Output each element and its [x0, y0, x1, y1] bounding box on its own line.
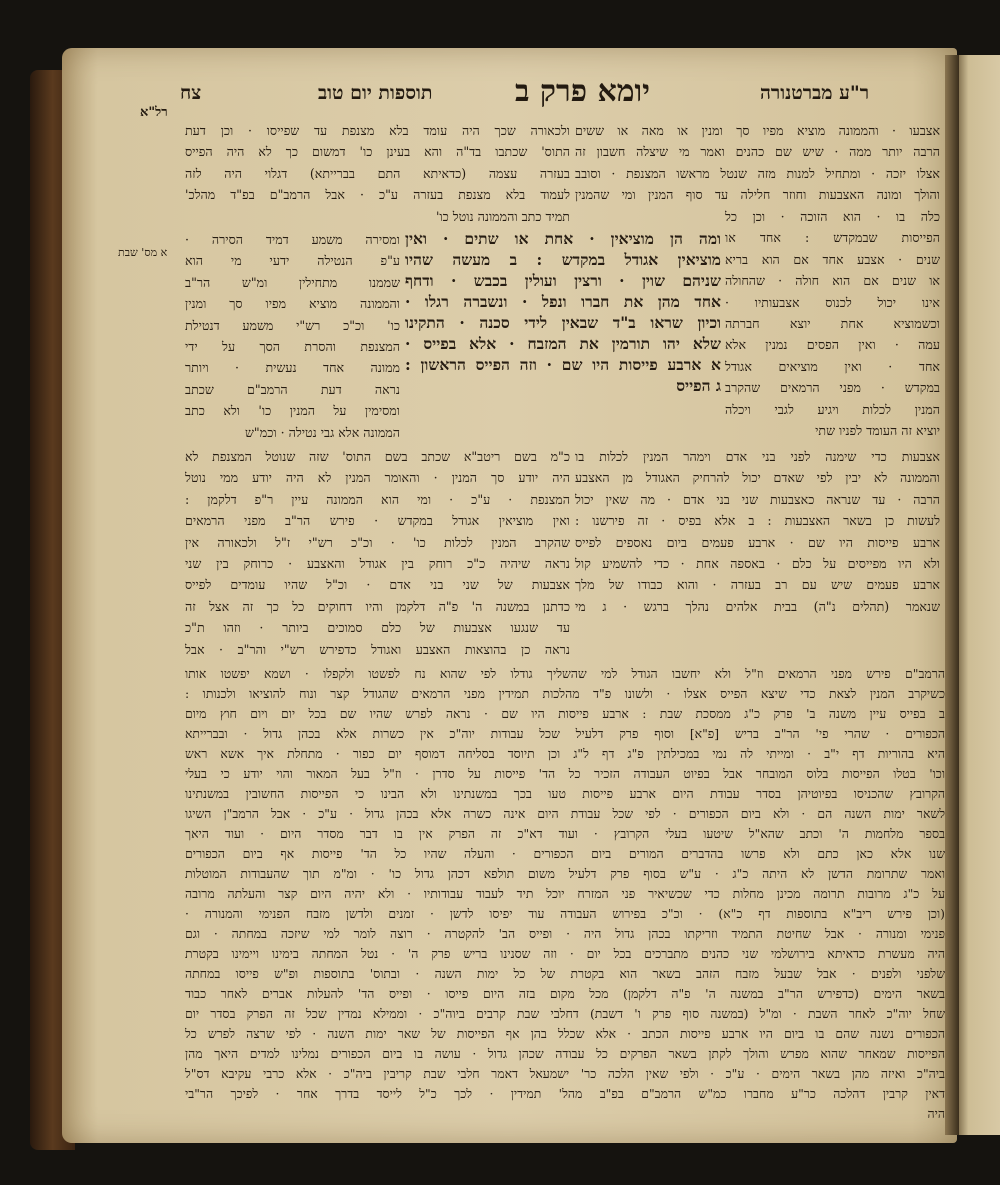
text-line: שממנו מתחילין ומ"ש הר"ב — [185, 274, 400, 290]
text-line: יוציא זה העומד לפניו שתי — [815, 422, 940, 438]
text-line: וכיון שראו ב"ד שבאין לידי סכנה · התקינו — [405, 313, 721, 332]
tosafot-yom-tov-continued — [185, 664, 945, 1124]
text-line: ואמר שתרומת הדשן לא היתה כ"ג · ע"ש בסוף פרק דלעיל משום תולפא דכהן גדול כו' · ומ"מ תוך שהעבודות המוטלות — [185, 866, 945, 881]
text-line: הממונה אלא גבי נטילה · וכמ"ש — [245, 424, 400, 440]
text-line: אחד מהן את חברו ונפל · ונשברה רגלו · — [405, 292, 721, 311]
text-line: כו' וכ"כ רש"י משמע דנטילת — [185, 317, 400, 333]
text-line: אצלו יזכה · ומתחיל למנות מזה שנטל מראשו המצנפת · וסובב — [575, 165, 940, 181]
text-line: שלפני ולפנים · אבל שבעל מזבח הזהב בשאר הוא בקטרת של כל ימות השנה · ובתוס' בתוספות ופ"ש פייסו במחתה — [185, 966, 945, 981]
text-line: נראה דעת הרמב"ם שכתב — [185, 381, 400, 397]
signature-mark: רל"א — [140, 105, 168, 120]
bartenura-narrow — [725, 206, 940, 441]
text-line: ומסירה משמע דמיד הסירה · — [185, 232, 400, 247]
text-line: הרבה יותר ממה · שיש שם כהנים ואמר מי שיצלה חשבון זה — [575, 144, 940, 160]
text-line: והולך ומונה האצבעות וחוזר חלילה עד סוף המנין ומי שהמנין — [575, 187, 940, 203]
text-line: הקרובץ שהכניסו בפיוטיהן בסדר עבודת היום ארבע פייסות טעו בכך במשנתינו ולא הבינו כי הפייסות החשובין במשנתינו — [185, 786, 945, 801]
text-line: אצבעו · והממונה מוציא מפיו סך ומנין או מאה או ששים — [575, 123, 940, 138]
text-line: שנים · אצבע אחד אם הוא בריא — [725, 251, 940, 267]
text-line: אינו יכול לכנוס אצבעותיו · — [725, 294, 940, 310]
text-line: היה מעשרת כדאיתא בירושלמי שני כהנים מתברכים בכל יום · וזה שסנינו בריש פרק ה' · נטל המחתה בימינו ויימינו בקטרת — [185, 946, 945, 961]
page-gutter — [945, 55, 959, 1135]
margin-note: א מס' שבת — [118, 246, 168, 259]
mishnah-text — [405, 228, 721, 396]
text-line: המצנפת והסרת הסך על ידי — [185, 338, 400, 354]
header-left-title: תוספות יום טוב — [318, 82, 433, 104]
text-line: ארבע פעמים שיש עם רב בעזרה · והוא כבודו של מלך — [575, 577, 940, 593]
header-right-title: ר"ע מברטנורה — [760, 82, 870, 104]
text-line: תמיד כתב והממונה נוטל כו' — [435, 208, 570, 224]
text-line: שנו אלא כאן כתם ולא פרשו בהדברים המורים ביום הכפורים · והעלה שהיו כל הד' פייסות אף ביום הכפורים — [185, 846, 945, 861]
text-line: היה יודע סך המנין · והאומר המנין לא היה יודע ממי נוטל — [185, 470, 570, 486]
text-line: ג הפייס — [676, 376, 721, 395]
text-line: עד שנגעו אצבעות של כלם סמוכים ביותר · וזהו ת"כ — [185, 620, 570, 636]
text-line: היא בהוריות דף י"ב · ומייתי לה נמי במכילתין פ"ג דף ל"ג וכן תיוסד בסליחה דמוסף יום כפור · מתחלת איך אשא ראש — [185, 746, 945, 761]
text-line: לעמוד בלא מצנפת בעזרה ע"כ · אבל הרמב"ם בפ"ד מהלכ' — [185, 187, 570, 203]
text-line: והממונה מוציא מפיו סך ומנין — [185, 296, 400, 312]
text-line: ולא היו מפייסים על כלם · באספה אחת · כדי להשמיע קול — [575, 555, 940, 571]
text-line: על כ"ג מרובות תרומה מכינן מחלות כדי שכשיאיר פני המזרח יוכל תיד לעבוד עבודותיו · ולא יהיה היום קצר והעלתה מרובה — [185, 886, 945, 901]
text-line: היה — [927, 1106, 945, 1121]
text-line: ארבע פייסות היו שם · ארבע פעמים ביום נאספים לפייס — [575, 534, 940, 550]
text-line: בספר מלחמות ה' וכתב שהא"ל שיטעו בעלי הקרובץ · ועוד דא"כ זה הפרק אין בו דבר מסדר היום · ועוד היאך — [185, 826, 945, 841]
text-line: הפייסות שבמקדש : אחד או — [725, 230, 940, 246]
bartenura-bottom — [575, 446, 940, 617]
text-line: ואין מוציאין אגודל במקדש · פירש הר"ב מפני הרמאים — [185, 513, 570, 529]
text-line: הכפורים נשנה שהם בו ביום היו ארבע פייסות הכתב · אלא שכלל בהן אף הפייסות של שאר ימות השנה · לפי שרצה לפרש כל — [185, 1026, 945, 1041]
text-line: הרמב"ם פירש מפני הרמאים וז"ל ולא יחשבו הגודל למי שהשליך גודלו לפי שהוא נח לפשטו ולקפלו · ושמא יפשטו אותו — [185, 666, 945, 681]
text-line: לעשות כן בשאר האצבעות : ב אלא בפיס · זה פירשנו : — [575, 513, 940, 529]
text-line: במקדש · מפני הרמאים שהקרב — [725, 380, 940, 396]
text-line: בשאר הימים (כדפירש הר"ב במשנה ה' פ"ה דלקמן) מכל מקום בזה היום פייסו · ופייס הד' להעלות אברים לאחר כבוד — [185, 986, 945, 1001]
bartenura-top — [575, 120, 940, 206]
text-line: אחד · ואין מוציאים אגודל — [725, 358, 940, 374]
text-line: ב בפייס עיין משנה ב' פרק כ"ג ממסכת שבת : ארבע פייסות היו שם · נראה לפרש שהיו שם בכל יום ויום חוץ מיום — [185, 706, 945, 721]
text-line: ממונה אחד נעשית · ויותר — [185, 360, 400, 376]
text-line: וכו' בטלו הפייסות בלוס המובחר אבל בפיוט העבודה הזכיר כל הד' פייסות על סדרן · וז"ל בעל המאור והוי יודע כי בעלי — [185, 766, 945, 781]
text-line: אצבעות כדי שימנה לפני בני אדם וימהר המנין לכלות בו — [575, 449, 940, 464]
header-center-title: יומא פרק ב — [515, 74, 651, 109]
text-line: המנין לכלות ויגיע לגבי ויכלה — [725, 401, 940, 417]
adjacent-page-edge — [955, 55, 1000, 1135]
tosafot-yom-tov-narrow — [185, 229, 400, 443]
text-line: לשאר ימות השנה הם · ולא ביום הכפורים · לפי שכל עבודת היום אינה כשרה אלא בכהן גדול · ע"כ · אבל הרמב"ן השיגו — [185, 806, 945, 821]
text-line: ביה"כ ואיזה מהן בשאר הימים · ע"כ · ולפי שאין הלכה כר' ישמעאל דאמר חלבי שבת קריבין ביה"כ · אלא כרבי עקיבא דס"ל — [185, 1066, 945, 1081]
text-line: כלה בו · הוא הזוכה · וכן כל — [725, 209, 940, 224]
text-line: שהקרב המנין לכלות כו' · וכ"כ רש"י ז"ל ולכאורה אין — [185, 534, 570, 550]
text-line: והממונה לא יבין לפי שאדם יכול להרחיק האגודל מן האצבע — [575, 470, 940, 486]
text-line: עמה · ואין הפסים נמנין אלא — [725, 337, 940, 353]
text-line: וכשמוציא אחת יוצא חברתה — [725, 315, 940, 331]
text-line: שניהם שוין · ורצין ועולין בכבש · ודחף — [405, 271, 721, 290]
text-line: בעזרה עצמה (כדאיתא התם בברייתא) דגלוי היה לזה — [185, 165, 570, 181]
text-line: דאין קרבין דהלכה כר"ע מחברו כמ"ש הרמב"ם בפ"ב מהל' תמידין · לכך כ"ל לייסד בדרך אחר · לפיכך הר"בי — [185, 1086, 945, 1101]
text-line: שלא יהו תורמין את המזבח · אלא בפייס · — [405, 334, 721, 353]
text-line: ולכאורה שכך היה עומד בלא מצנפת עד שפייסו · וכן דעת — [185, 123, 570, 138]
text-line: אצבעות של שני בני אדם · וכ"ל שהיו עומדים לפייס — [185, 577, 570, 593]
text-line: או שנים אם הוא חולה · שהחולה — [725, 273, 940, 289]
tosafot-yom-tov-bottom — [185, 446, 570, 660]
text-line: נראה שיהיה כ"כ רוחק בין אגודל והאצבע · כרוחק בין שני — [185, 555, 570, 571]
text-line: ע"פ הנטילה ידעי מי הוא — [185, 253, 400, 269]
text-line: הרבה · עד שנראה כאצבעות שני בני אדם · מה שאין יכול — [575, 491, 940, 507]
text-line: כשיקרב המנין לצאת כדי שיצא הפייס אצלו · ולשונו פ"ד מהלכות תמידין מפני הרמאים שהגודל קצר ונוח להוציאו ולכנותו : — [185, 686, 945, 701]
text-line: כ"מ בשם ריטב"א שכתב בשם התוס' שזה שנוטל המצנפת לא — [185, 449, 570, 464]
text-line: שחל יוה"כ לאחר השבת · ומ"ל (במשנה סוף פרק ו' דשבת) דחלבי שבת קרבים ביוה"כ · וממילא נמדין שכל זה הפרק בסדר יום — [185, 1006, 945, 1021]
text-line: ומה הן מוציאין · אחת או שתים · ואין — [405, 229, 721, 248]
tosafot-yom-tov-top — [185, 120, 570, 227]
text-line: א ארבע פייסות היו שם · וזה הפייס הראשון : — [405, 355, 721, 374]
text-line: ומסימין על המנין כו' ולא כתב — [185, 403, 400, 419]
text-line: כדתנן במשנה ה' פ"ה דלקמן והיו דחוקים כל כך זה אצל זה — [185, 598, 570, 614]
text-line: נראה כן בהוצאות האצבע ואגודל כדפירש רש"י והר"ב · אבל — [185, 641, 570, 657]
text-line: התוס' שכתבו בד"ה והא בעינן כו' דמשום כך לא היה הפייס — [185, 144, 570, 160]
text-line: המצנפת · ע"כ · ומי הוא הממונה עיין ר"פ דלקמן : — [185, 491, 570, 507]
text-line: מוציאין אגודל במקדש : ב מעשה שהיו — [405, 250, 721, 269]
text-line: פנימי ומנורה · אבל שחיטת התמיד וזריקתו בכהן גדול היה · ופייס הב' להקטרה · רוצה לומר למי שיזכה במחתה · וגם — [185, 926, 945, 941]
text-line: (וכן פירש ריב"א בתוספות דף כ"א) · וכ"כ בפירוש העבודה עוד יפיסו לדשן · זמנים ולדשן מזבח הפנימי והמנורה · — [185, 906, 945, 921]
text-line: שנאמר (תהלים נ"ה) בבית אלהים נהלך ברגש · ג מי — [575, 598, 940, 614]
text-line: הכפורים · שהרי פי' הר"ב בריש [פ"א] וסוף פרק דלעיל שכל עבודות יוה"כ אין כשרות אלא בכהן גדול · ובברייתא — [185, 726, 945, 741]
text-line: הפייסות שמאחר שהוא מפרש והולך לקתן בשאר הפרקים כל עבודה שכהן גדול · עושה בו ביום הכפורים נמלינו למדים היאך מהן — [185, 1046, 945, 1061]
folio-number: צח — [180, 82, 202, 104]
